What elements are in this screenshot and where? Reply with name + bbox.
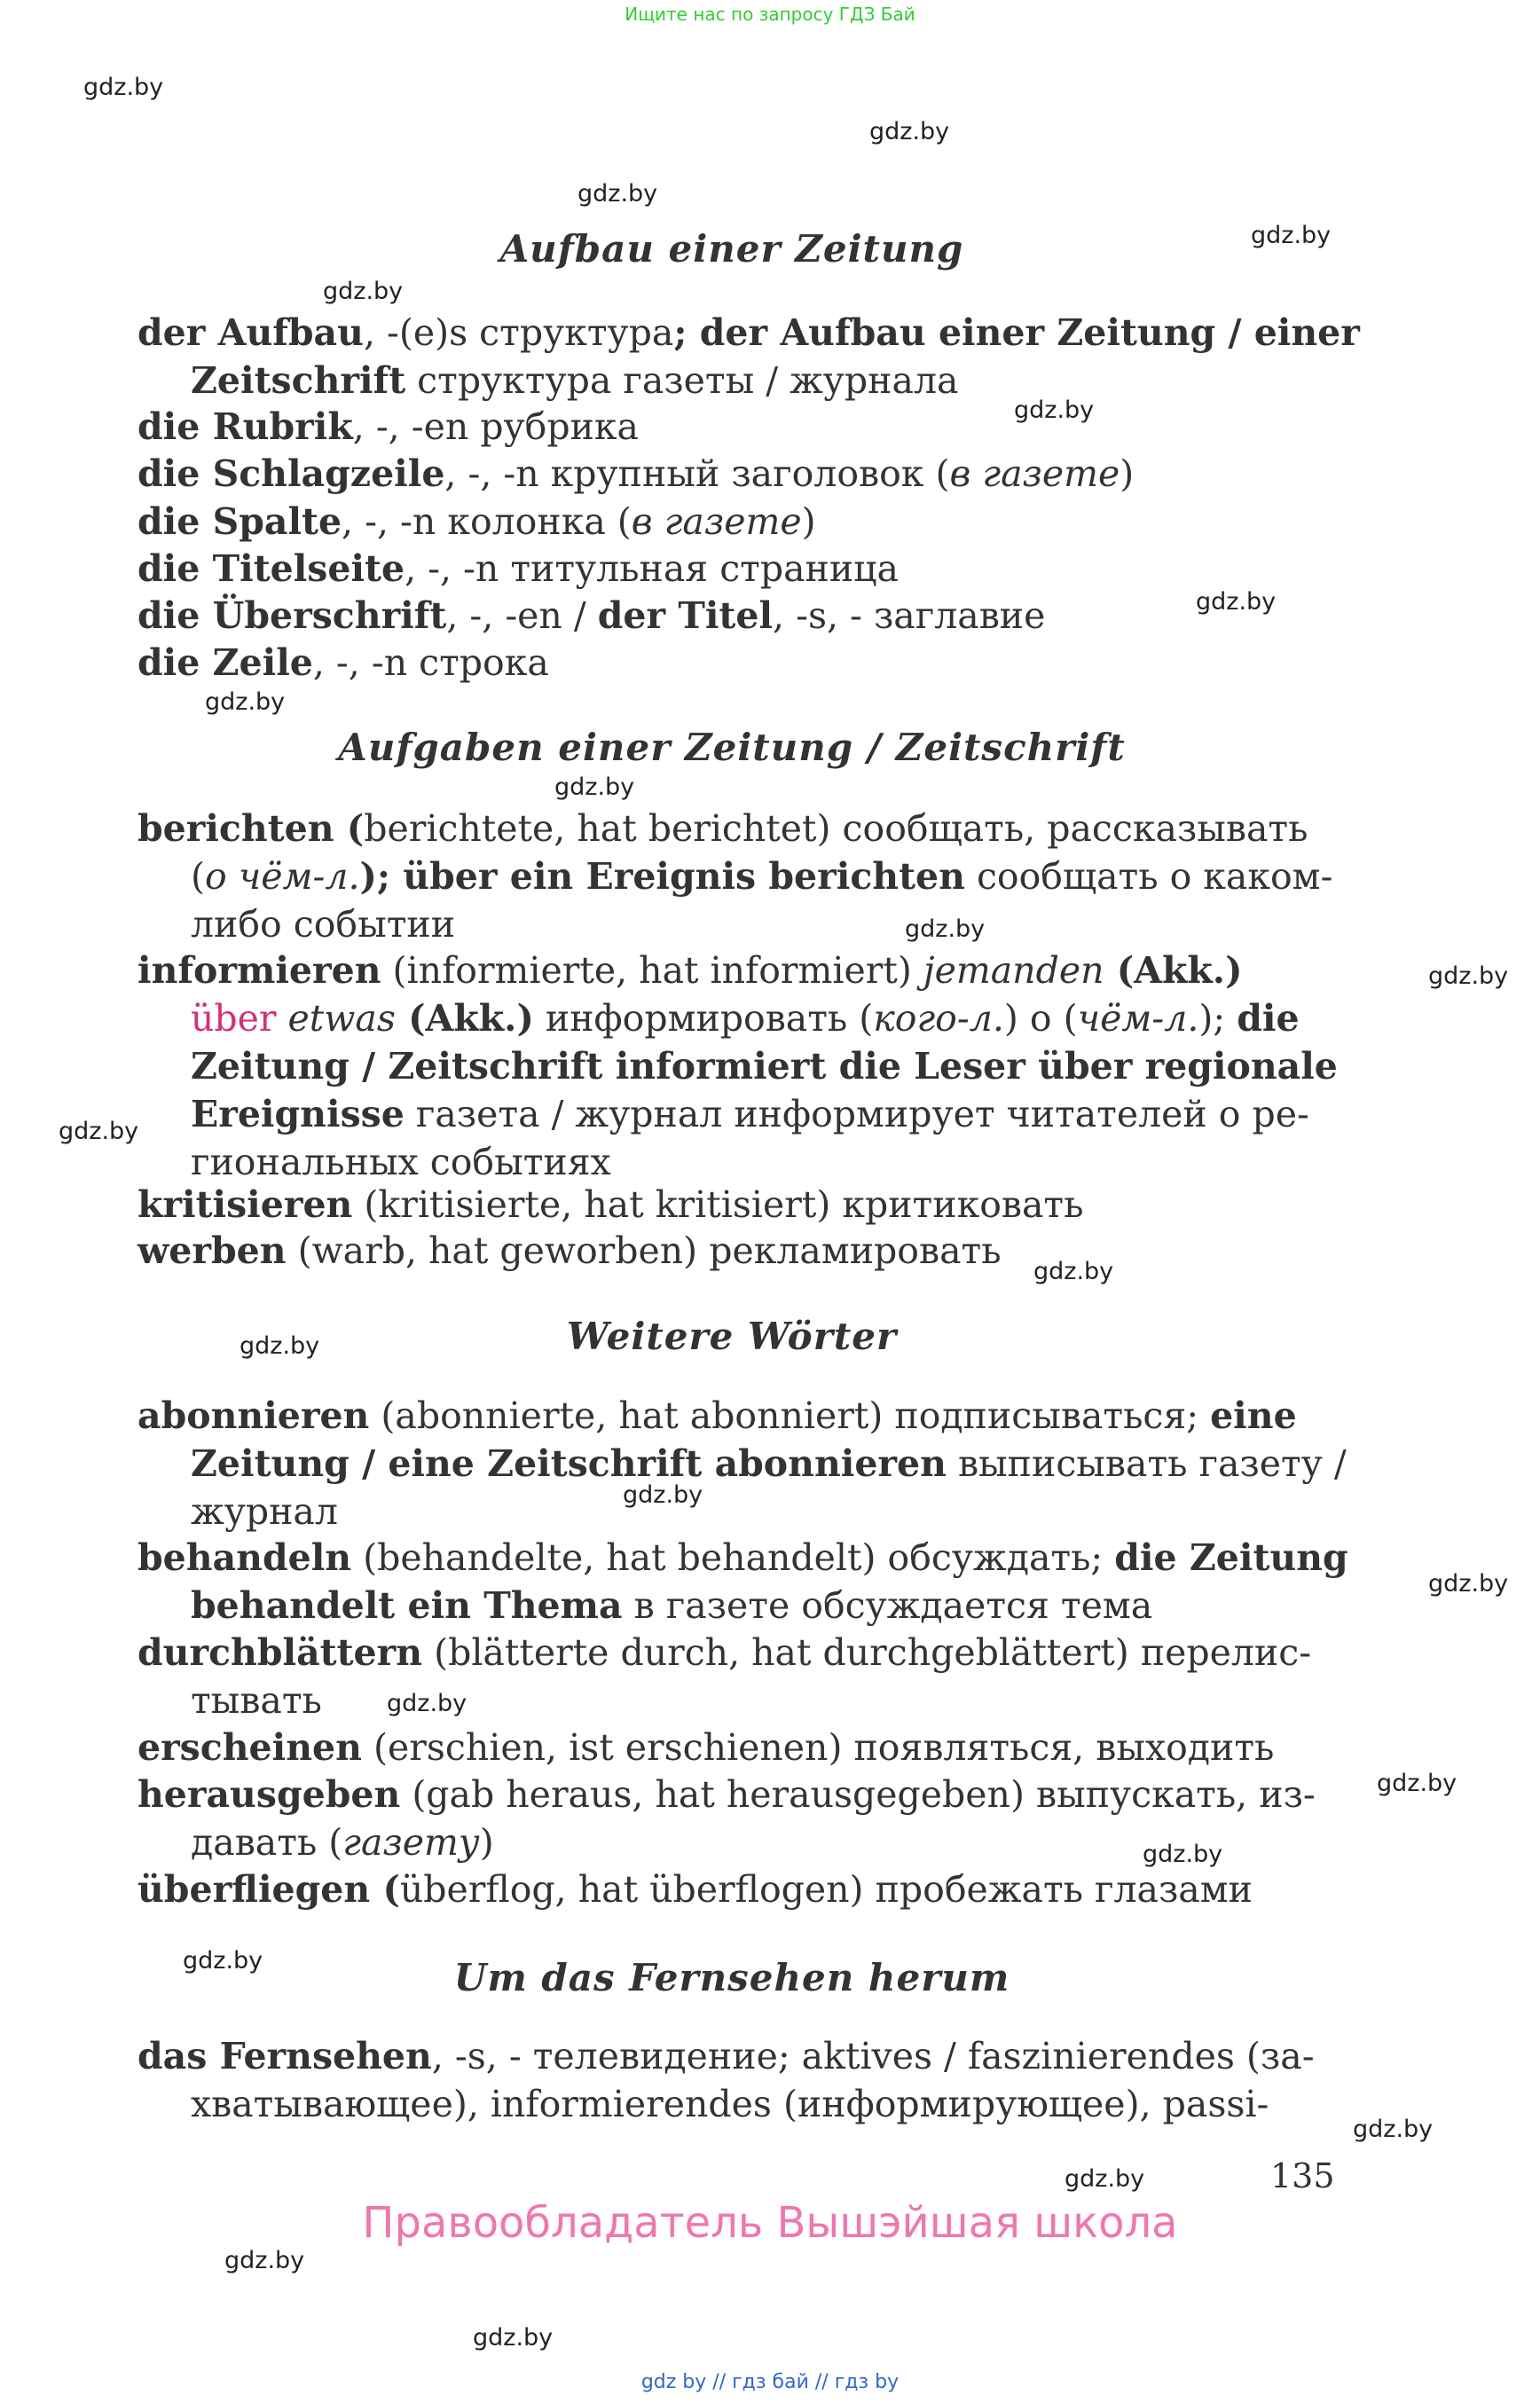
- note: чём-л.: [1077, 997, 1199, 1040]
- headword: durchblättern: [138, 1631, 423, 1674]
- note: в газете: [631, 500, 802, 543]
- section-heading: Aufgaben einer Zeitung / Zeitschrift: [338, 726, 1126, 769]
- headword: der Titel: [597, 594, 774, 637]
- watermark: gdz.by: [1143, 1841, 1223, 1868]
- translation: либо событии: [191, 903, 456, 946]
- watermark: gdz.by: [1353, 2116, 1434, 2143]
- entry-fernsehen: [138, 2032, 1326, 2128]
- preposition: über: [191, 997, 277, 1040]
- translation: сообщать о каком-: [964, 855, 1333, 898]
- watermark: gdz.by: [1251, 222, 1332, 249]
- translation: , -, -n титульная страница: [405, 547, 899, 590]
- watermark: gdz.by: [578, 180, 658, 208]
- footer-links[interactable]: gdz by // гдз бай // гдз by: [640, 2371, 900, 2393]
- translation: überflog, hat überflogen) пробежать глазами: [399, 1868, 1253, 1911]
- phrase: ; der Aufbau einer Zeitung / einer: [673, 311, 1360, 354]
- phrase: Zeitung / Zeitschrift informiert die Leser über regionale: [191, 1045, 1338, 1088]
- entry-erscheinen: [138, 1724, 1326, 1771]
- entry-spalte: [138, 498, 1326, 546]
- translation: , -(e)s структура: [363, 311, 674, 354]
- translation: ): [1120, 452, 1135, 495]
- headword: der Aufbau: [138, 311, 364, 354]
- note: газету: [342, 1821, 480, 1864]
- translation: структура газеты / журнала: [405, 359, 959, 402]
- entry-abonnieren: [138, 1392, 1347, 1535]
- watermark: gdz.by: [83, 74, 164, 101]
- watermark: gdz.by: [554, 774, 635, 801]
- translation: газета / журнал информирует читателей о ре-: [404, 1093, 1309, 1135]
- entry-ueberfliegen: [138, 1865, 1326, 1913]
- entry-informieren: [138, 946, 1338, 1186]
- translation: журнал: [191, 1490, 338, 1533]
- entry-herausgeben: [138, 1771, 1326, 1866]
- translation: (behandelte, hat behandelt) обсуждать;: [351, 1536, 1115, 1579]
- translation: (erschien, ist erschienen) появляться, выходить: [361, 1726, 1275, 1769]
- watermark: gdz.by: [1428, 1570, 1509, 1598]
- watermark: gdz.by: [59, 1118, 139, 1145]
- translation: ): [479, 1821, 494, 1864]
- headword: informieren: [138, 949, 381, 992]
- watermark: gdz.by: [1014, 397, 1095, 424]
- translation: , -, -n строка: [312, 641, 549, 684]
- entry-aufbau: [138, 309, 1360, 404]
- entry-berichten: [138, 805, 1333, 948]
- translation: , -, -n крупный заголовок (: [444, 452, 950, 495]
- phrase: die Zeitung: [1114, 1536, 1348, 1579]
- translation: хватывающее), informierendes (информирующее), passi-: [191, 2083, 1269, 2125]
- copyright-notice: Правообладатель Вышэйшая школа: [362, 2198, 1178, 2248]
- watermark: gdz.by: [1065, 2165, 1145, 2193]
- translation: выписывать газету /: [946, 1442, 1347, 1485]
- case: (Akk.): [1104, 949, 1243, 992]
- headword: werben: [138, 1229, 287, 1272]
- translation: тывать: [191, 1679, 322, 1722]
- watermark: gdz.by: [183, 1947, 263, 1975]
- translation: , -, -en рубрика: [352, 405, 639, 448]
- entry-ueberschrift: [138, 592, 1326, 640]
- phrase: Ereignisse: [191, 1093, 405, 1135]
- phrase: Zeitschrift: [191, 359, 406, 402]
- phrase: die: [1237, 997, 1300, 1040]
- forms: (informierte, hat informiert): [381, 949, 923, 992]
- entry-kritisieren: [138, 1181, 1326, 1229]
- watermark: gdz.by: [224, 2247, 305, 2274]
- watermark: gdz.by: [869, 118, 950, 145]
- headword: kritisieren: [138, 1183, 353, 1226]
- translation: давать (: [191, 1821, 343, 1864]
- translation: , -s, - телевидение; aktives / faszinierendes (за-: [431, 2035, 1315, 2077]
- note: кого-л.: [873, 997, 1004, 1040]
- section-heading: Um das Fernsehen herum: [453, 1956, 1010, 1999]
- headword: die Schlagzeile: [138, 452, 445, 495]
- headword: herausgeben: [138, 1773, 401, 1816]
- watermark: gdz.by: [205, 688, 286, 716]
- watermark: gdz.by: [1377, 1770, 1458, 1797]
- headword: die Überschrift: [138, 594, 447, 637]
- headword: behandeln: [138, 1536, 352, 1579]
- phrase: eine: [1210, 1394, 1297, 1437]
- headword: überfliegen (: [138, 1868, 400, 1911]
- note: jemanden: [923, 949, 1104, 992]
- translation: , -, -en /: [446, 594, 598, 637]
- watermark: gdz.by: [1428, 962, 1509, 990]
- translation: гиональных событиях: [191, 1141, 611, 1183]
- entry-werben: [138, 1227, 1326, 1275]
- phrase: Zeitung / eine Zeitschrift abonnieren: [191, 1442, 947, 1485]
- translation: (abonnierte, hat abonniert) подписываться;: [369, 1394, 1211, 1437]
- headword: die Zeile: [138, 641, 313, 684]
- watermark: gdz.by: [1196, 588, 1277, 616]
- entry-titelseite: [138, 545, 1326, 593]
- translation: (gab heraus, hat herausgegeben) выпускать, из-: [400, 1773, 1316, 1816]
- translation: , -, -n колонка (: [342, 500, 632, 543]
- translation: в газете обсуждается тема: [622, 1584, 1153, 1627]
- entry-zeile: [138, 639, 1326, 687]
- headword: die Rubrik: [138, 405, 353, 448]
- case: (Akk.): [395, 997, 534, 1040]
- punct: (: [191, 855, 205, 898]
- forms: berichtete, hat berichtet: [364, 807, 817, 850]
- watermark: gdz.by: [473, 2324, 554, 2352]
- entry-behandeln: [138, 1534, 1348, 1629]
- headword: die Spalte: [138, 500, 342, 543]
- translation: ) о (: [1003, 997, 1078, 1040]
- entry-durchblaettern: [138, 1629, 1326, 1724]
- watermark: gdz.by: [323, 278, 404, 305]
- headword: erscheinen: [138, 1726, 362, 1769]
- top-banner[interactable]: Ищите нас по запросу ГДЗ Бай: [625, 4, 915, 25]
- translation: информировать (: [533, 997, 874, 1040]
- note: в газете: [949, 452, 1120, 495]
- page-number: 135: [1270, 2156, 1335, 2195]
- note: о чём-л.: [205, 855, 360, 898]
- entry-schlagzeile: [138, 450, 1326, 498]
- translation: (warb, hat geworben) рекламировать: [286, 1229, 1002, 1272]
- watermark: gdz.by: [1033, 1258, 1114, 1285]
- note: etwas: [276, 997, 396, 1040]
- section-heading: Aufbau einer Zeitung: [499, 227, 964, 271]
- phrase: ); über ein Ereignis berichten: [359, 855, 965, 898]
- watermark: gdz.by: [623, 1481, 703, 1509]
- headword: die Titelseite: [138, 547, 405, 590]
- watermark: gdz.by: [387, 1690, 468, 1717]
- translation: , -s, - заглавие: [773, 594, 1046, 637]
- entry-rubrik: [138, 403, 1326, 451]
- watermark: gdz.by: [905, 915, 986, 943]
- translation: ) сообщать, рассказывать: [816, 807, 1308, 850]
- watermark: gdz.by: [240, 1332, 320, 1360]
- section-heading: Weitere Wörter: [566, 1315, 898, 1358]
- translation: );: [1198, 997, 1238, 1040]
- headword: abonnieren: [138, 1394, 370, 1437]
- headword: berichten (: [138, 807, 365, 850]
- phrase: behandelt ein Thema: [191, 1584, 623, 1627]
- translation: ): [801, 500, 816, 543]
- translation: (kritisierte, hat kritisiert) критиковать: [352, 1183, 1084, 1226]
- translation: (blätterte durch, hat durchgeblättert) перелис-: [422, 1631, 1312, 1674]
- headword: das Fernsehen: [138, 2035, 432, 2077]
